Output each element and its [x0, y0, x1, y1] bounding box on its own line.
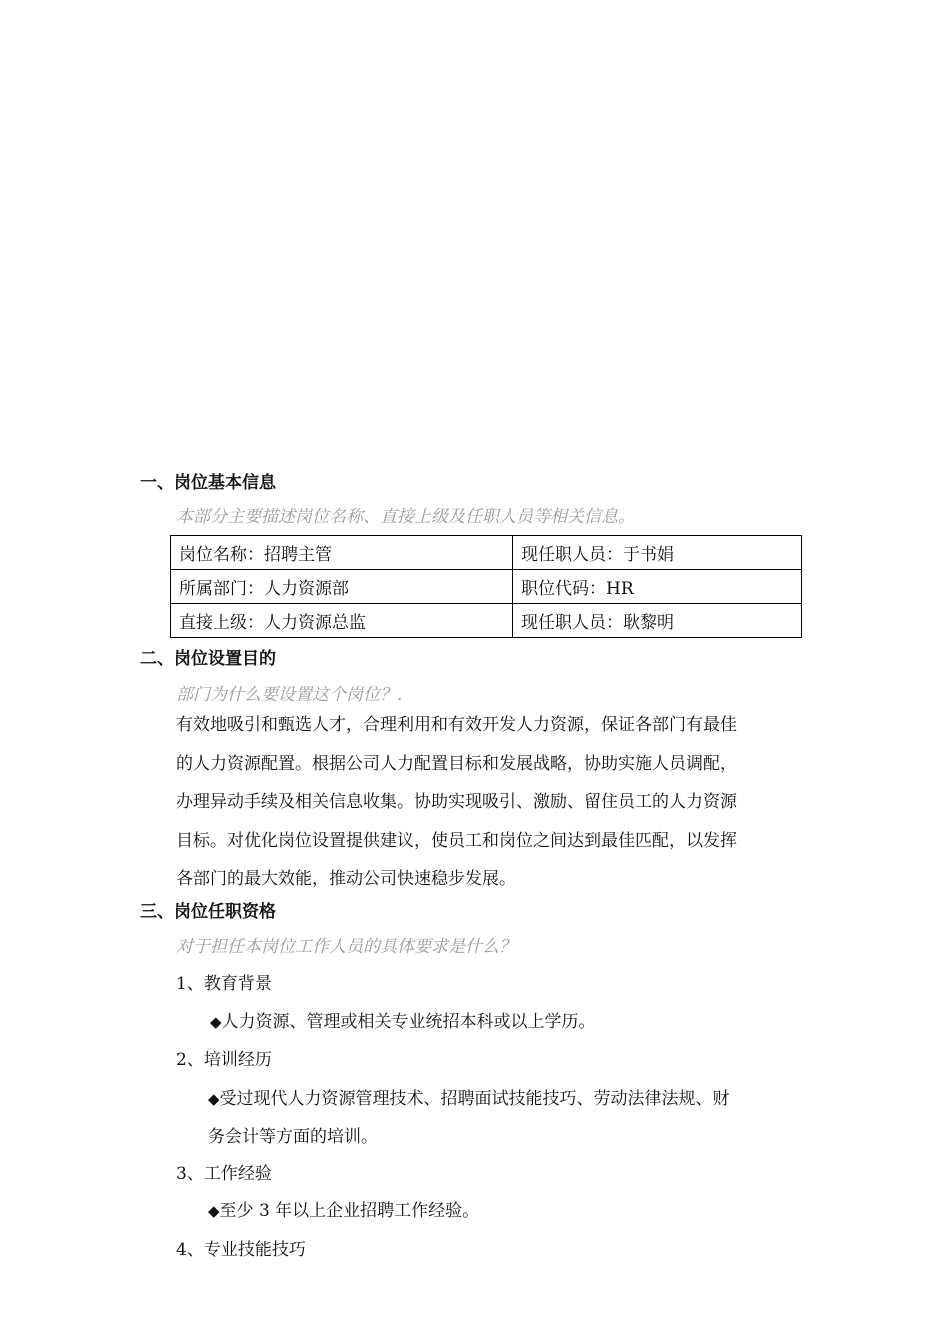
paragraph-line: 的人力资源配置。根据公司人力配置目标和发展战略，协助实施人员调配， [176, 753, 737, 774]
section-heading-basic-info: 一、岗位基本信息 [140, 473, 276, 493]
paragraph-line: 办理异动手续及相关信息收集。协助实现吸引、激励、留住员工的人力资源 [176, 792, 737, 812]
table-row [171, 536, 802, 570]
section-hint-purpose: 部门为什么要设置这个岗位？. [176, 685, 403, 705]
table-cell: 现任职人员：于书娟 [513, 536, 802, 570]
diamond-bullet-icon: ◆ [208, 1202, 220, 1220]
section-heading-qualifications: 三、岗位任职资格 [140, 902, 276, 922]
item-title-skills: 4、专业技能技巧 [176, 1240, 306, 1260]
table-row [171, 604, 802, 638]
bullet-line: ◆至少 3 年以上企业招聘工作经验。 [208, 1201, 480, 1221]
diamond-bullet-icon: ◆ [210, 1013, 222, 1031]
bullet-line: ◆受过现代人力资源管理技术、招聘面试技能技巧、劳动法律法规、财 [208, 1089, 730, 1109]
item-title-experience: 3、工作经验 [176, 1164, 272, 1184]
bullet-line-continued: 务会计等方面的培训。 [208, 1127, 378, 1147]
table-cell: 岗位名称：招聘主管 [171, 536, 513, 570]
bullet-line: ◆人力资源、管理或相关专业统招本科或以上学历。 [210, 1012, 596, 1032]
diamond-bullet-icon: ◆ [208, 1090, 220, 1108]
basic-info-table [170, 535, 802, 638]
paragraph-line: 目标。对优化岗位设置提供建议，使员工和岗位之间达到最佳匹配，以发挥 [176, 830, 737, 851]
section-hint-basic-info: 本部分主要描述岗位名称、直接上级及任职人员等相关信息。 [176, 507, 635, 527]
section-hint-qualifications: 对于担任本岗位工作人员的具体要求是什么？ [176, 937, 516, 957]
item-title-education: 1、教育背景 [176, 974, 272, 994]
paragraph-line: 有效地吸引和甄选人才，合理利用和有效开发人力资源，保证各部门有最佳 [176, 715, 737, 735]
paragraph-line: 各部门的最大效能，推动公司快速稳步发展。 [176, 869, 516, 889]
table-cell: 所属部门：人力资源部 [171, 570, 513, 604]
table-row [171, 570, 802, 604]
table-cell: 职位代码：HR [513, 570, 802, 604]
table-cell: 直接上级：人力资源总监 [171, 604, 513, 638]
purpose-paragraph [176, 706, 812, 899]
item-title-training: 2、培训经历 [176, 1050, 272, 1070]
table-cell: 现任职人员：耿黎明 [513, 604, 802, 638]
section-heading-purpose: 二、岗位设置目的 [140, 649, 276, 669]
